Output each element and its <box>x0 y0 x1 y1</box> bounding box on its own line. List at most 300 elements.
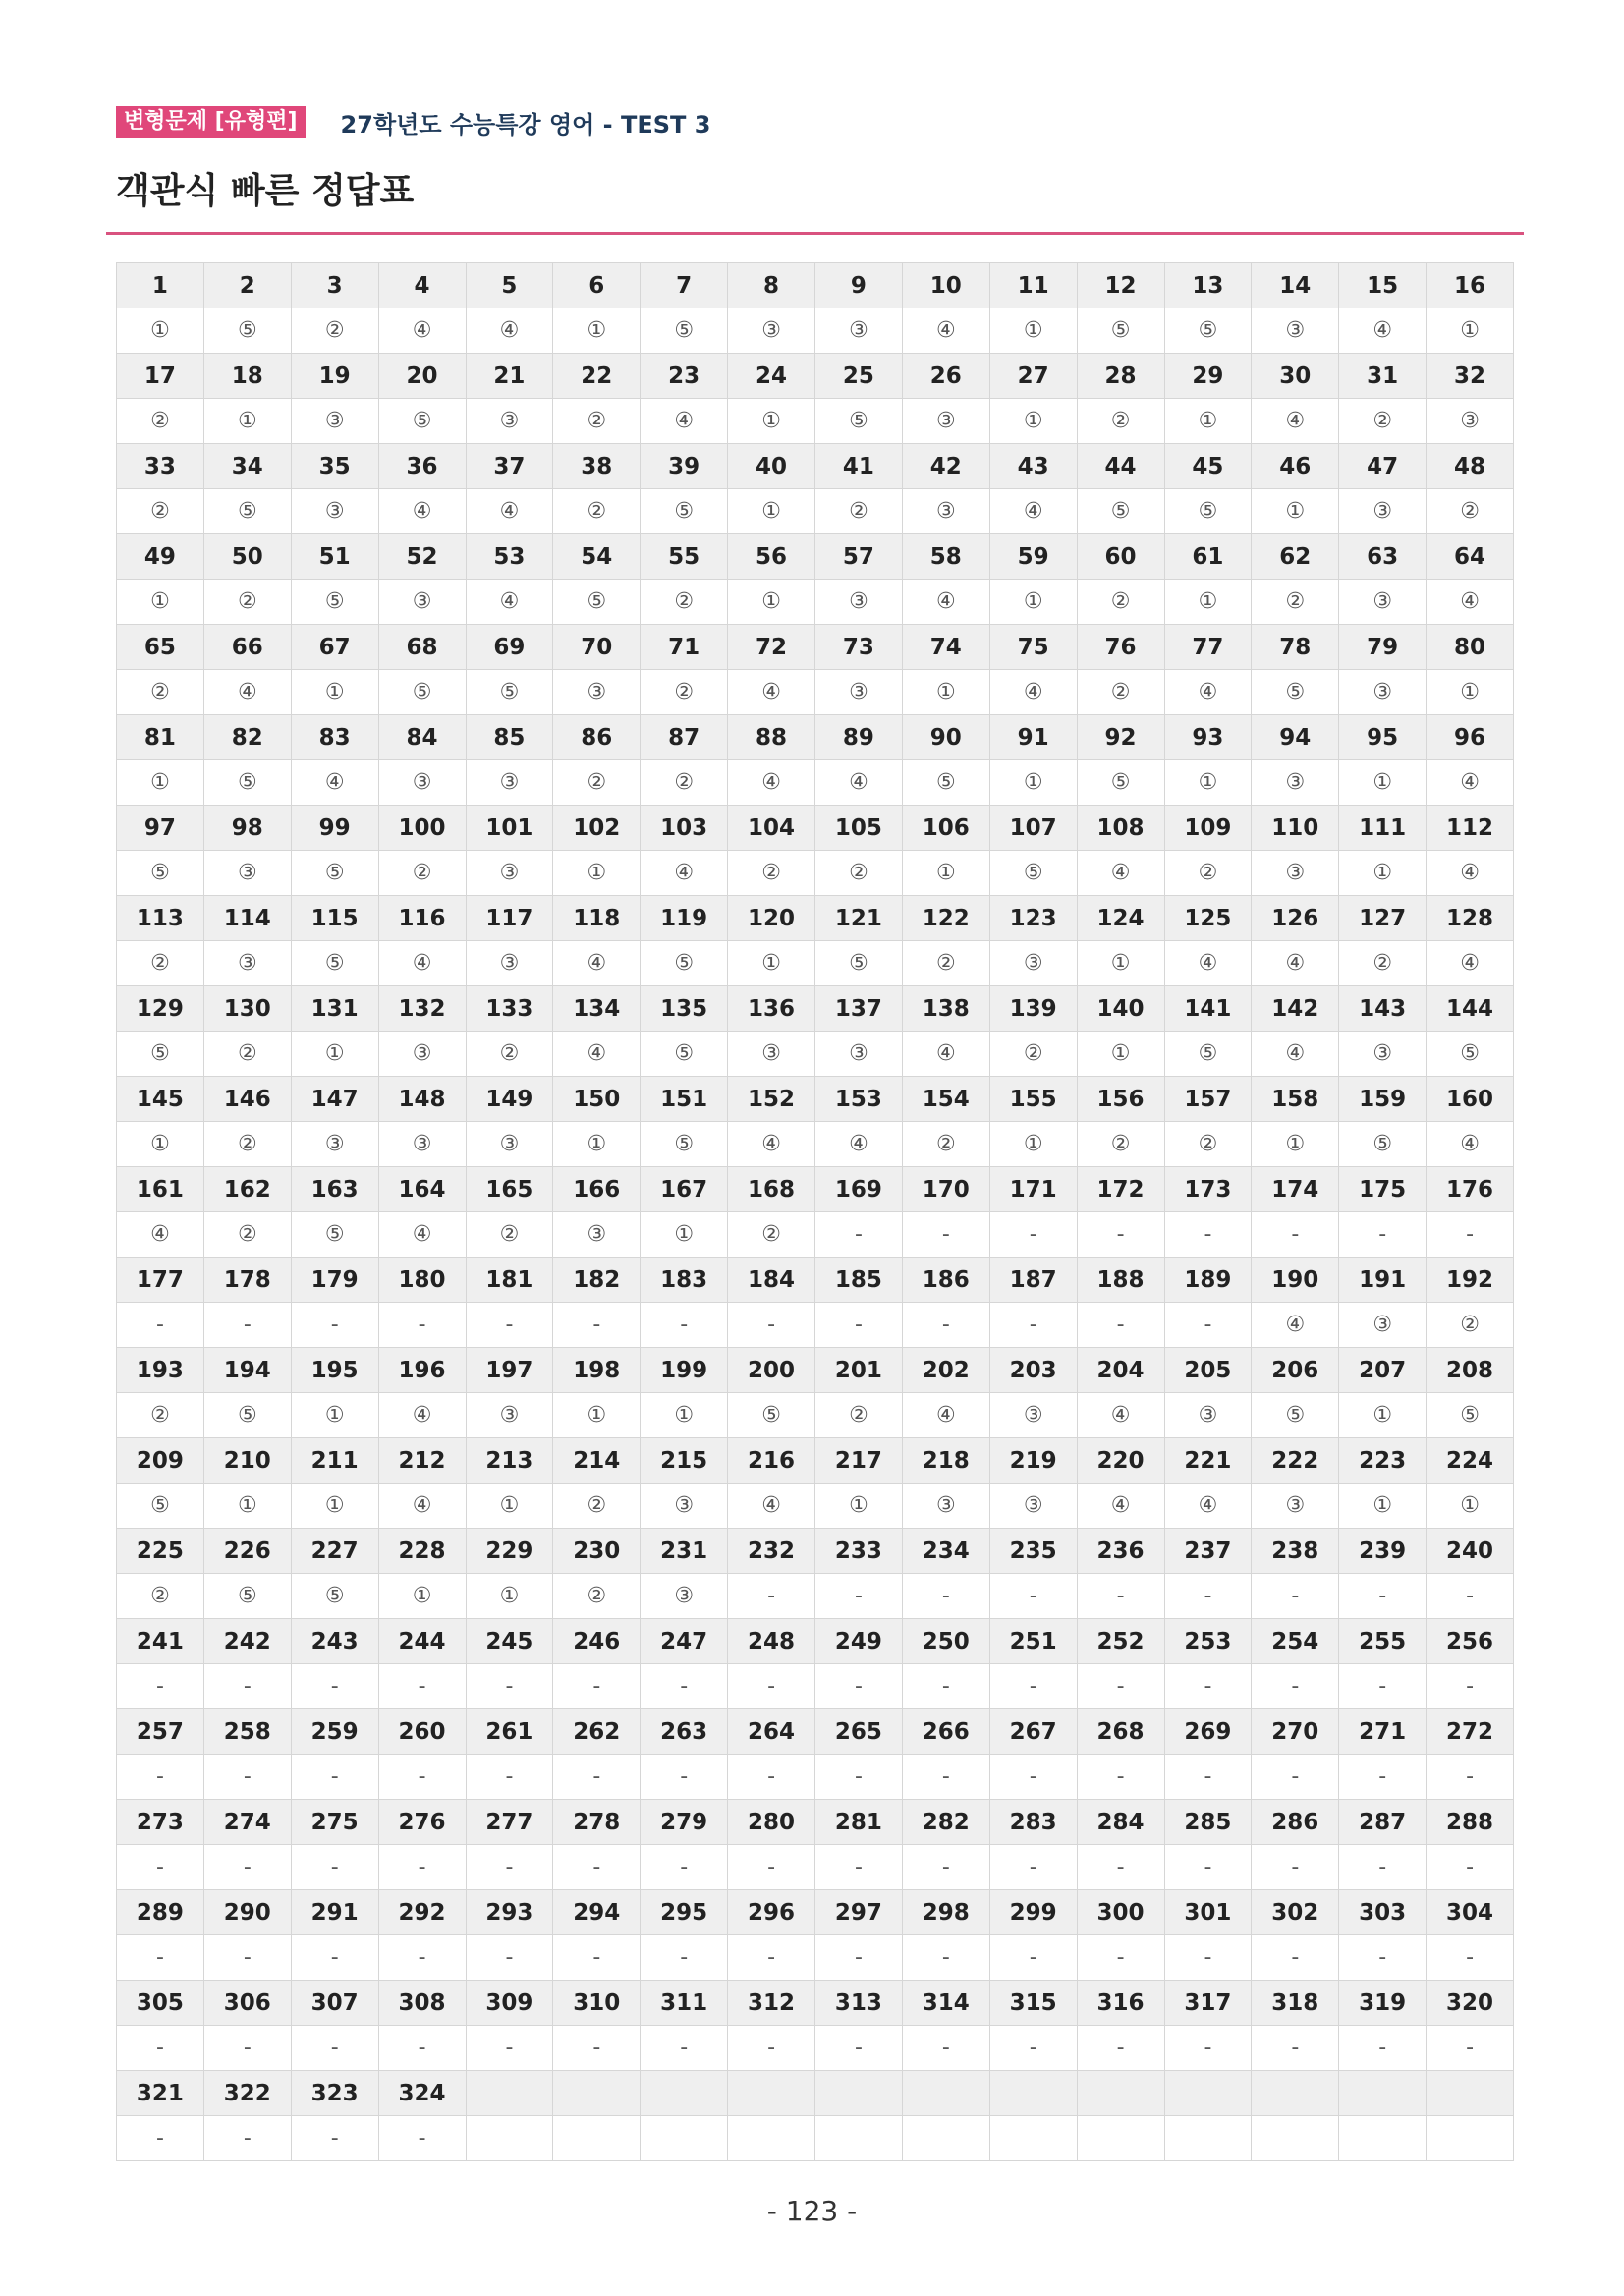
answer-cell: ④ <box>291 760 378 806</box>
answer-cell: - <box>378 2026 466 2071</box>
answer-cell: ① <box>989 399 1077 444</box>
question-number-cell: 203 <box>989 1348 1077 1393</box>
answer-cell: ③ <box>466 399 553 444</box>
answer-cell: ⑤ <box>203 1393 291 1438</box>
question-number-row <box>117 1167 1514 1212</box>
question-number-cell: 302 <box>1252 1890 1339 1935</box>
question-number-cell: 114 <box>203 896 291 941</box>
question-number-cell: 7 <box>641 263 728 308</box>
question-number-cell: 104 <box>728 806 815 851</box>
answer-cell: ③ <box>902 1484 989 1529</box>
answer-row <box>117 2116 1514 2161</box>
question-number-cell: 93 <box>1164 715 1252 760</box>
answer-cell: ⑤ <box>117 1032 204 1077</box>
question-number-cell: 171 <box>989 1167 1077 1212</box>
question-number-cell: 196 <box>378 1348 466 1393</box>
answer-cell: ④ <box>902 1032 989 1077</box>
question-number-cell: 184 <box>728 1258 815 1303</box>
answer-cell: ① <box>117 308 204 354</box>
question-number-cell: 294 <box>553 1890 641 1935</box>
empty-cell <box>1164 2071 1252 2116</box>
question-number-cell: 83 <box>291 715 378 760</box>
question-number-cell: 298 <box>902 1890 989 1935</box>
question-number-cell: 261 <box>466 1709 553 1755</box>
question-number-cell: 92 <box>1077 715 1164 760</box>
question-number-cell: 95 <box>1339 715 1427 760</box>
question-number-cell: 126 <box>1252 896 1339 941</box>
answer-cell: - <box>1339 1664 1427 1709</box>
answer-cell: ⑤ <box>378 399 466 444</box>
question-number-cell: 129 <box>117 986 204 1032</box>
question-number-cell: 90 <box>902 715 989 760</box>
question-number-cell: 227 <box>291 1529 378 1574</box>
question-number-cell: 304 <box>1427 1890 1514 1935</box>
answer-cell: - <box>203 1303 291 1348</box>
answer-cell: ② <box>117 1574 204 1619</box>
question-number-cell: 19 <box>291 354 378 399</box>
answer-cell: ② <box>378 851 466 896</box>
answer-cell: ④ <box>902 308 989 354</box>
question-number-cell: 121 <box>815 896 903 941</box>
answer-cell: - <box>203 1935 291 1981</box>
answer-cell: ② <box>553 760 641 806</box>
answer-cell: - <box>728 1303 815 1348</box>
question-number-cell: 74 <box>902 625 989 670</box>
question-number-cell: 238 <box>1252 1529 1339 1574</box>
answer-cell: ④ <box>553 1032 641 1077</box>
question-number-cell: 208 <box>1427 1348 1514 1393</box>
question-number-cell: 108 <box>1077 806 1164 851</box>
answer-cell: ③ <box>203 941 291 986</box>
question-number-cell: 138 <box>902 986 989 1032</box>
answer-cell: - <box>466 1935 553 1981</box>
answer-cell: ③ <box>466 1122 553 1167</box>
question-number-cell: 143 <box>1339 986 1427 1032</box>
question-number-cell: 131 <box>291 986 378 1032</box>
answer-cell: - <box>553 2026 641 2071</box>
answer-cell: - <box>1427 1574 1514 1619</box>
question-number-cell: 139 <box>989 986 1077 1032</box>
question-number-cell: 320 <box>1427 1981 1514 2026</box>
question-number-row <box>117 1890 1514 1935</box>
answer-cell: ⑤ <box>117 851 204 896</box>
answer-cell: - <box>378 1755 466 1800</box>
question-number-row <box>117 715 1514 760</box>
question-number-cell: 30 <box>1252 354 1339 399</box>
question-number-row <box>117 1077 1514 1122</box>
answer-cell: ① <box>989 308 1077 354</box>
question-number-cell: 267 <box>989 1709 1077 1755</box>
answer-cell: ① <box>989 580 1077 625</box>
question-number-cell: 322 <box>203 2071 291 2116</box>
answer-cell: ④ <box>641 399 728 444</box>
answer-cell: - <box>815 1755 903 1800</box>
answer-cell: ② <box>553 1574 641 1619</box>
question-number-cell: 8 <box>728 263 815 308</box>
question-number-cell: 31 <box>1339 354 1427 399</box>
question-number-cell: 20 <box>378 354 466 399</box>
answer-cell: - <box>641 2026 728 2071</box>
question-number-cell: 141 <box>1164 986 1252 1032</box>
answer-cell: ② <box>291 308 378 354</box>
answer-cell: - <box>728 1755 815 1800</box>
question-number-cell: 69 <box>466 625 553 670</box>
question-number-cell: 155 <box>989 1077 1077 1122</box>
answer-cell: ② <box>466 1032 553 1077</box>
question-number-cell: 167 <box>641 1167 728 1212</box>
answer-row <box>117 851 1514 896</box>
question-number-cell: 296 <box>728 1890 815 1935</box>
question-number-cell: 307 <box>291 1981 378 2026</box>
question-number-cell: 210 <box>203 1438 291 1484</box>
answer-cell: ③ <box>1252 760 1339 806</box>
empty-cell <box>466 2116 553 2161</box>
answer-cell: - <box>1339 1755 1427 1800</box>
answer-cell: ④ <box>1077 1393 1164 1438</box>
answer-cell: - <box>1077 1755 1164 1800</box>
answer-cell: ① <box>117 1122 204 1167</box>
answer-key-table <box>116 262 1514 2161</box>
empty-cell <box>553 2071 641 2116</box>
answer-cell: ② <box>728 1212 815 1258</box>
question-number-cell: 201 <box>815 1348 903 1393</box>
answer-cell: ④ <box>1077 851 1164 896</box>
question-number-cell: 271 <box>1339 1709 1427 1755</box>
question-number-cell: 190 <box>1252 1258 1339 1303</box>
question-number-cell: 321 <box>117 2071 204 2116</box>
answer-cell: - <box>1252 1935 1339 1981</box>
question-number-row <box>117 986 1514 1032</box>
answer-cell: ② <box>117 941 204 986</box>
question-number-cell: 234 <box>902 1529 989 1574</box>
answer-cell: - <box>1339 1935 1427 1981</box>
question-number-cell: 120 <box>728 896 815 941</box>
question-number-cell: 140 <box>1077 986 1164 1032</box>
question-number-cell: 5 <box>466 263 553 308</box>
answer-cell: - <box>1077 1574 1164 1619</box>
answer-cell: ③ <box>203 851 291 896</box>
answer-cell: ① <box>291 670 378 715</box>
question-number-cell: 287 <box>1339 1800 1427 1845</box>
question-number-cell: 324 <box>378 2071 466 2116</box>
question-number-cell: 244 <box>378 1619 466 1664</box>
answer-cell: - <box>1164 1664 1252 1709</box>
question-number-cell: 33 <box>117 444 204 489</box>
question-number-row <box>117 1619 1514 1664</box>
answer-cell: ① <box>291 1032 378 1077</box>
answer-cell: - <box>117 2116 204 2161</box>
question-number-cell: 245 <box>466 1619 553 1664</box>
answer-cell: - <box>815 1664 903 1709</box>
answer-cell: ② <box>641 760 728 806</box>
answer-cell: - <box>902 1935 989 1981</box>
answer-cell: - <box>117 1845 204 1890</box>
answer-cell: ③ <box>989 941 1077 986</box>
answer-cell: - <box>902 1212 989 1258</box>
question-number-cell: 148 <box>378 1077 466 1122</box>
answer-cell: - <box>553 1664 641 1709</box>
question-number-cell: 60 <box>1077 534 1164 580</box>
answer-cell: - <box>378 1845 466 1890</box>
question-number-cell: 175 <box>1339 1167 1427 1212</box>
answer-cell: ⑤ <box>1077 489 1164 534</box>
question-number-cell: 288 <box>1427 1800 1514 1845</box>
question-number-cell: 228 <box>378 1529 466 1574</box>
question-number-cell: 132 <box>378 986 466 1032</box>
answer-cell: ② <box>203 1032 291 1077</box>
answer-cell: ① <box>1427 670 1514 715</box>
empty-cell <box>902 2071 989 2116</box>
question-number-cell: 219 <box>989 1438 1077 1484</box>
empty-cell <box>1252 2116 1339 2161</box>
question-number-cell: 130 <box>203 986 291 1032</box>
empty-cell <box>1427 2071 1514 2116</box>
question-number-cell: 45 <box>1164 444 1252 489</box>
question-number-cell: 145 <box>117 1077 204 1122</box>
answer-cell: ② <box>466 1212 553 1258</box>
answer-cell: ② <box>203 580 291 625</box>
answer-cell: ② <box>117 1393 204 1438</box>
answer-cell: ③ <box>378 760 466 806</box>
question-number-cell: 293 <box>466 1890 553 1935</box>
question-number-cell: 159 <box>1339 1077 1427 1122</box>
question-number-row <box>117 625 1514 670</box>
answer-cell: ③ <box>291 399 378 444</box>
answer-cell: ① <box>117 760 204 806</box>
question-number-row <box>117 263 1514 308</box>
answer-cell: ⑤ <box>815 941 903 986</box>
answer-cell: ② <box>728 851 815 896</box>
question-number-cell: 47 <box>1339 444 1427 489</box>
question-number-cell: 192 <box>1427 1258 1514 1303</box>
question-number-cell: 24 <box>728 354 815 399</box>
answer-cell: ② <box>1077 580 1164 625</box>
question-number-cell: 319 <box>1339 1981 1427 2026</box>
question-number-cell: 86 <box>553 715 641 760</box>
question-number-cell: 63 <box>1339 534 1427 580</box>
answer-cell: - <box>902 1303 989 1348</box>
answer-cell: ① <box>378 1574 466 1619</box>
question-number-cell: 270 <box>1252 1709 1339 1755</box>
question-number-row <box>117 806 1514 851</box>
answer-cell: - <box>989 1755 1077 1800</box>
answer-cell: ⑤ <box>902 760 989 806</box>
answer-cell: ② <box>553 399 641 444</box>
question-number-cell: 224 <box>1427 1438 1514 1484</box>
answer-cell: ⑤ <box>641 1032 728 1077</box>
answer-cell: ① <box>989 760 1077 806</box>
question-number-cell: 222 <box>1252 1438 1339 1484</box>
answer-cell: ④ <box>902 1393 989 1438</box>
answer-cell: - <box>203 1755 291 1800</box>
answer-cell: ④ <box>378 1212 466 1258</box>
question-number-cell: 309 <box>466 1981 553 2026</box>
answer-cell: ⑤ <box>466 670 553 715</box>
answer-cell: - <box>203 2116 291 2161</box>
answer-cell: ⑤ <box>641 1122 728 1167</box>
question-number-cell: 259 <box>291 1709 378 1755</box>
question-number-cell: 52 <box>378 534 466 580</box>
question-number-cell: 103 <box>641 806 728 851</box>
question-number-cell: 84 <box>378 715 466 760</box>
question-number-cell: 242 <box>203 1619 291 1664</box>
answer-cell: - <box>815 1935 903 1981</box>
answer-cell: - <box>291 1303 378 1348</box>
answer-cell: - <box>378 1664 466 1709</box>
question-number-cell: 278 <box>553 1800 641 1845</box>
question-number-cell: 56 <box>728 534 815 580</box>
question-number-cell: 169 <box>815 1167 903 1212</box>
question-number-cell: 49 <box>117 534 204 580</box>
answer-cell: - <box>641 1303 728 1348</box>
answer-cell: - <box>378 2116 466 2161</box>
answer-cell: ① <box>902 670 989 715</box>
answer-cell: ② <box>1427 1303 1514 1348</box>
answer-cell: - <box>117 1935 204 1981</box>
question-number-cell: 161 <box>117 1167 204 1212</box>
question-number-cell: 315 <box>989 1981 1077 2026</box>
answer-cell: ③ <box>902 489 989 534</box>
answer-cell: ⑤ <box>553 580 641 625</box>
answer-cell: ⑤ <box>1164 308 1252 354</box>
answer-cell: - <box>291 1845 378 1890</box>
answer-cell: ① <box>291 1393 378 1438</box>
answer-cell: ③ <box>291 489 378 534</box>
question-number-cell: 53 <box>466 534 553 580</box>
question-number-cell: 55 <box>641 534 728 580</box>
answer-cell: - <box>203 2026 291 2071</box>
question-number-cell: 75 <box>989 625 1077 670</box>
answer-cell: - <box>291 2116 378 2161</box>
question-number-cell: 239 <box>1339 1529 1427 1574</box>
question-number-cell: 235 <box>989 1529 1077 1574</box>
question-number-cell: 313 <box>815 1981 903 2026</box>
answer-cell: ④ <box>117 1212 204 1258</box>
answer-cell: ③ <box>1427 399 1514 444</box>
question-number-cell: 281 <box>815 1800 903 1845</box>
question-number-cell: 87 <box>641 715 728 760</box>
question-number-cell: 34 <box>203 444 291 489</box>
answer-cell: ④ <box>1252 1303 1339 1348</box>
answer-cell: ③ <box>815 308 903 354</box>
question-number-cell: 243 <box>291 1619 378 1664</box>
empty-cell <box>902 2116 989 2161</box>
answer-cell: ⑤ <box>1077 308 1164 354</box>
question-number-cell: 223 <box>1339 1438 1427 1484</box>
answer-cell: ⑤ <box>1077 760 1164 806</box>
question-number-cell: 9 <box>815 263 903 308</box>
question-number-cell: 118 <box>553 896 641 941</box>
answer-cell: - <box>1077 1845 1164 1890</box>
question-number-cell: 168 <box>728 1167 815 1212</box>
answer-cell: ② <box>1339 399 1427 444</box>
answer-cell: ② <box>641 670 728 715</box>
question-number-cell: 91 <box>989 715 1077 760</box>
answer-cell: ② <box>1164 851 1252 896</box>
question-number-cell: 284 <box>1077 1800 1164 1845</box>
question-number-cell: 61 <box>1164 534 1252 580</box>
question-number-cell: 28 <box>1077 354 1164 399</box>
answer-cell: - <box>378 1303 466 1348</box>
question-number-cell: 35 <box>291 444 378 489</box>
question-number-cell: 188 <box>1077 1258 1164 1303</box>
answer-cell: ① <box>1339 851 1427 896</box>
answer-cell: - <box>815 1845 903 1890</box>
question-number-cell: 154 <box>902 1077 989 1122</box>
question-number-cell: 248 <box>728 1619 815 1664</box>
question-number-cell: 11 <box>989 263 1077 308</box>
answer-cell: ① <box>728 580 815 625</box>
empty-cell <box>1339 2116 1427 2161</box>
answer-row <box>117 1755 1514 1800</box>
answer-cell: ⑤ <box>291 1574 378 1619</box>
question-number-cell: 105 <box>815 806 903 851</box>
answer-cell: - <box>291 1664 378 1709</box>
answer-row <box>117 580 1514 625</box>
answer-cell: ① <box>1164 399 1252 444</box>
question-number-cell: 176 <box>1427 1167 1514 1212</box>
question-number-cell: 110 <box>1252 806 1339 851</box>
question-number-cell: 317 <box>1164 1981 1252 2026</box>
question-number-cell: 150 <box>553 1077 641 1122</box>
question-number-cell: 88 <box>728 715 815 760</box>
question-number-cell: 101 <box>466 806 553 851</box>
empty-cell <box>1164 2116 1252 2161</box>
empty-cell <box>641 2116 728 2161</box>
question-number-cell: 85 <box>466 715 553 760</box>
answer-cell: ③ <box>815 580 903 625</box>
answer-cell: ③ <box>815 1032 903 1077</box>
answer-cell: ③ <box>466 941 553 986</box>
answer-row <box>117 1032 1514 1077</box>
answer-cell: ⑤ <box>1427 1393 1514 1438</box>
answer-cell: ④ <box>1252 1032 1339 1077</box>
question-number-cell: 70 <box>553 625 641 670</box>
answer-cell: - <box>553 1303 641 1348</box>
question-number-cell: 308 <box>378 1981 466 2026</box>
answer-cell: ② <box>815 851 903 896</box>
answer-cell: - <box>1164 1755 1252 1800</box>
answer-cell: ④ <box>1077 1484 1164 1529</box>
answer-cell: ② <box>1077 670 1164 715</box>
answer-row <box>117 1574 1514 1619</box>
question-number-cell: 200 <box>728 1348 815 1393</box>
answer-cell: ④ <box>1252 941 1339 986</box>
question-number-cell: 241 <box>117 1619 204 1664</box>
answer-row <box>117 489 1514 534</box>
answer-cell: - <box>203 1845 291 1890</box>
question-number-cell: 41 <box>815 444 903 489</box>
empty-cell <box>728 2071 815 2116</box>
question-number-cell: 291 <box>291 1890 378 1935</box>
answer-cell: ① <box>466 1484 553 1529</box>
answer-cell: - <box>1339 1574 1427 1619</box>
answer-cell: ① <box>1427 308 1514 354</box>
answer-cell: ④ <box>728 760 815 806</box>
question-number-cell: 16 <box>1427 263 1514 308</box>
question-number-cell: 206 <box>1252 1348 1339 1393</box>
answer-cell: - <box>1252 2026 1339 2071</box>
question-number-cell: 163 <box>291 1167 378 1212</box>
answer-cell: ② <box>1077 399 1164 444</box>
answer-cell: ④ <box>902 580 989 625</box>
question-number-cell: 312 <box>728 1981 815 2026</box>
question-number-cell: 14 <box>1252 263 1339 308</box>
empty-cell <box>1339 2071 1427 2116</box>
question-number-cell: 57 <box>815 534 903 580</box>
question-number-cell: 59 <box>989 534 1077 580</box>
question-number-cell: 97 <box>117 806 204 851</box>
